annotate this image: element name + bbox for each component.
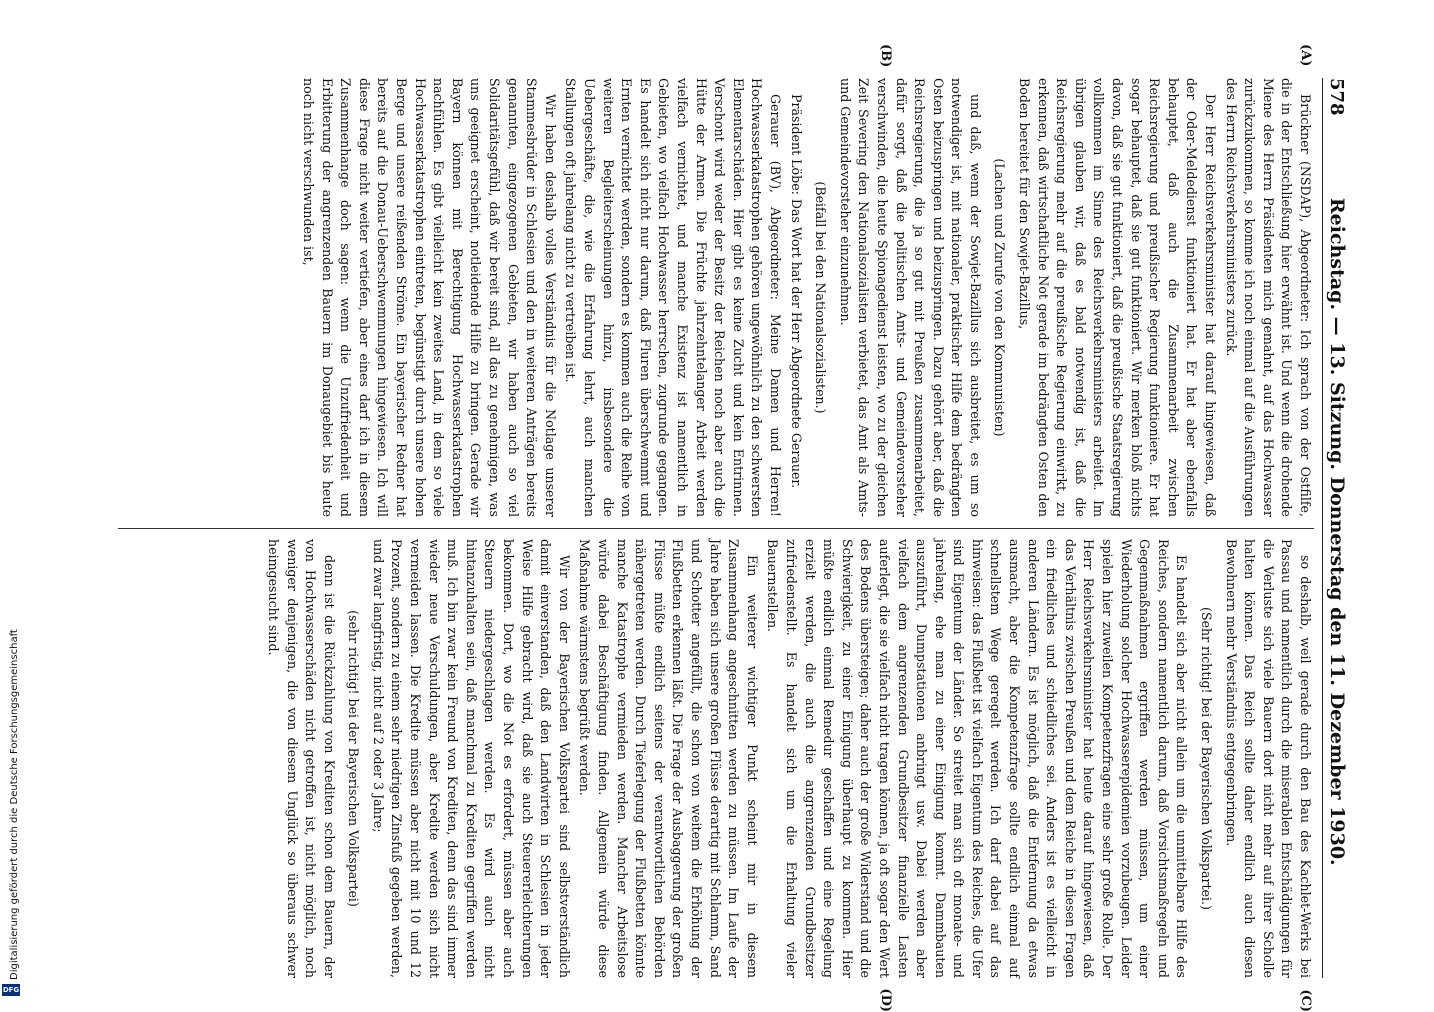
dfg-logo: DFG	[2, 986, 20, 994]
paragraph: Wir haben deshalb volles Verständnis für die Notlage unserer Stammesbrüder in Schlesien und den in weiteren Anträgen bereits genannten, eingezogenen Gebieten, wir haben auch so viel Solidaritätsgefühl, daß wir bereit sind, all das zu genehmigen, was uns geeignet erscheint, notleidende Hilfe zu bringen. Gerade wir Bayern können mit Berechtigung Hochwasserkatastrophen nachfühlen. Es gibt vielleicht kein zweites Land, in dem so viele Hochwasserkatastrophen eintreten, begünstigt durch unsere hohen Berge und unsere reißenden Ströme. Ein bayerischer Redner hat bereits auf die Donau-Ueberschwemmungen hingewiesen. Ich will diese Frage nicht weiter vertiefen, aber eines darf ich in diesem Zusammenhange doch sagen: wenn die Unzufriedenheit und Erbitterung der angrenzenden Bauern im Donaugebiet bis heute noch nicht verschwunden ist,	[301, 78, 558, 517]
page-title: Reichstag. — 13. Sitzung. Donnerstag den 11. Dezember 1930.	[1326, 197, 1348, 866]
interjection: (Lachen und Zurufe von den Kommunisten)	[992, 158, 1008, 437]
margin-marker-d: (D)	[878, 988, 893, 1012]
margin-marker-c: (C)	[1298, 989, 1313, 1012]
paragraph: Präsident Löbe: Das Wort hat der Herr Abgeordnete Gerauer.	[788, 94, 804, 489]
digitization-credit-strip	[0, 0, 22, 1000]
paragraph: denn ist die Rückzahlung von Krediten schon dem Bauern, der von Hochwasserschäden nicht getroffen ist, nicht möglich, noch weniger denjenigen, die von diesem Unglück so überaus schwer heimgesucht sind.	[265, 539, 337, 978]
paragraph: und daß, wenn der Sowjet-Bazillus sich ausbreitet, es um so notwendiger ist, mit nationaler, praktischer Hilfe dem bedrängten Osten beizuspringen und beizuspringen. Dazu gehört aber, daß die Reichsregierung, die ja so gut mit Preußen zusammenarbeitet, dafür sorgt, daß die politischen Amts- und Gemeindevorsteher verschwinden, die heute Spionagedienst leisten, wo zu der gleichen Zeit Severing den Nationalsozialisten verbietet, das Amt als Amts- und Gemeindevorsteher einzunehmen.	[837, 78, 983, 517]
text-columns	[118, 44, 1314, 1012]
paragraph: Der Herr Reichsverkehrsminister hat darauf hingewiesen, daß der Oder-Meldedienst funktioniert hat. Er hat aber ebenfalls behauptet, daß auch die Zusammenarbeit zwischen Reichsregierung und preußischer Regierung funktioniere. Er hat sogar behauptet, daß sie gut funktioniert. Wir merken bloß nichts davon, daß sie gut funktioniert, daß die preußische Staatsregierung vollkommen im Sinne des Reichsverkehrsministers arbeitet. Im übrigen glauben wir, daß es bald notwendig ist, daß die Reichsregierung mehr auf die preußische Regierung einwirkt, zu erkennen, daß wirtschaftliche Not gerade im bedrängten Osten den Boden bereitet für den Sowjet-Bazillus,	[1017, 78, 1219, 517]
rotated-document-sheet	[118, 44, 1358, 1012]
scanned-page	[103, 44, 1373, 1012]
margin-marker-b: (B)	[878, 44, 893, 68]
paragraph: Wir von der Bayerischen Volkspartei sind selbstverständlich damit einverstanden, daß den Landwirten in Schlesien in jeder Weise Hilfe gebracht wird, daß sie auch Steuererleichterungen bekommen. Dort, wo die Not es erfordert, müssen aber auch Steuern niedergeschlagen werden. Es wird auch nicht hintanzuhalten sein, daß manchmal zu Krediten gegriffen werden muß. Ich bin zwar kein Freund von Krediten, denn das sind immer wieder neue Verschuldungen, aber Kredite werden sich nicht vermeiden lassen. Die Kredite müssen aber nicht mit 10 und 12 Prozent, sondern zu einem sehr niedrigen Zinsfuß gegeben werden, und zwar langfristig, nicht auf 2 oder 3 Jahre;	[370, 539, 572, 978]
paragraph: Ein weiterer wichtiger Punkt scheint mir in diesem Zusammenhang angeschnitten werden zu müssen. Im Laufe der Jahre haben sich unsere großen Flüsse derartig mit Schlamm, Sand und Schotter angefüllt, die schon von weitem die Erhöhung der Flußbetten erkennen läßt. Die Frage der Ausbaggerung der großen Flüsse müßte endlich seitens der verantwortlichen Behörden nähergetreten werden. Durch Tieferlegung der Flußbetten könnte manche Katastrophe vermieden werden. Mancher Arbeitslose würde dabei Beschäftigung finden. Allgemein würde diese Maßnahme wärmstens begrüßt werden.	[577, 539, 760, 978]
interjection: (Sehr richtig! bei der Bayerischen Volkspartei.)	[1199, 607, 1215, 910]
left-column	[118, 44, 1314, 517]
right-column	[118, 539, 1314, 1012]
paragraph: Gerauer (BV), Abgeordneter: Meine Damen und Herren! Hochwasserkatastrophen gehören ungewöhnlich zu den schwersten Elementarschäden. Hier gibt es keine Zucht und kein Entrinnen. Verschont wird weder der Besitz der Reichen noch aber auch die Hütte der Armen. Die Früchte jahrzehntelanger Arbeit werden vielfach vernichtet, und manche Existenz ist namentlich in Gebieten, wo vielfach Hochwasser herrschen, zugrunde gegangen. Es handelt sich nicht nur darum, daß Fluren überschwemmt und Ernten vernichtet werden, sondern es kommen auch die Reihe von weiteren Begleiterscheinungen hinzu, insbesondere die Uebergeschäfte, die, wie die Erfahrung lehrt, auch manchen Stallungen oft jahrelang nicht zu vertreiben ist.	[563, 78, 783, 517]
paragraph: so deshalb, weil gerade durch den Bau des Kachlet-Werks bei Passau und namentlich durch die miserablen Entschädigungen für die Verluste sich viele Bauern dort nicht mehr auf ihrer Scholle halten können. Das Reich sollte daher endlich auch diesen Bewohnern mehr Verständnis entgegenbringen.	[1223, 539, 1313, 978]
margin-marker-a: (A)	[1298, 44, 1313, 67]
interjection: (sehr richtig! bei der Bayerischen Volkspartei)	[346, 610, 362, 907]
page-number: 578	[1326, 78, 1347, 116]
digitization-credit: Digitalisierung gefördert durch die Deutsche Forschungsgemeinschaft	[9, 629, 20, 980]
paragraph: Es handelt sich aber nicht allein um die unmittelbare Hilfe des Reiches, sondern namentlich darum, daß Vorsichtsmaßregeln und Gegenmaßnahmen ergriffen werden müssen, um einer Wiederholung solcher Hochwasserepidemien vorzubeugen. Leider spielen hier zuweilen Kompetenzfragen eine sehr große Rolle. Der Herr Reichsverkehrsminister hat heute darauf hingewiesen, daß das Verhältnis zwischen Preußen und dem Reiche in diesen Fragen ein friedliches und schiedliches sei. Anders ist es vielleicht in anderen Ländern. Es ist möglich, daß die Entfernung da etwas ausmacht, aber die Kompetenzfrage sollte endlich einmal auf schnellstem Wege geregelt werden. Ich darf dabei auf das hinweisen: das Flußbett ist vielfach Eigentum des Reiches, die Ufer sind Eigentum der Länder. So streitet man sich oft monate- und jahrelang, ehe man zu einer Einigung kommt. Dammbauten auszuführt, Dumpstationen anbringt usw. Dabei werden aber vielfach dem angrenzenden Grundbesitzer finanzielle Lasten auferlegt, die sie vielfach nicht tragen können, ja oft sogar den Wert des Bodens übersteigen; daher auch der große Widerstand und die Schwierigkeit, zu einer Einigung überhaupt zu kommen. Hier müßte endlich einmal Remedur geschaffen und eine Regelung erzielt werden, die auch die angrenzenden Grundbesitzer zufriedenstellt. Es handelt sich um die Erhaltung vieler Bauernstellen.	[765, 539, 1190, 978]
page-header	[1322, 78, 1358, 978]
paragraph: Brückner (NSDAP), Abgeordneter: Ich sprach von der Ostfilfe, die in der Entschließung hier erwähnt ist. Und wenn die drohende Miene des Herrn Präsidenten mich gemahnt, auf das Hochwasser zurückzukommen, so komme ich noch einmal auf die Ausführungen des Herrn Reichsverkehrsministers zurück.	[1223, 78, 1313, 517]
interjection: (Beifall bei den Nationalsozialisten.)	[813, 181, 829, 414]
